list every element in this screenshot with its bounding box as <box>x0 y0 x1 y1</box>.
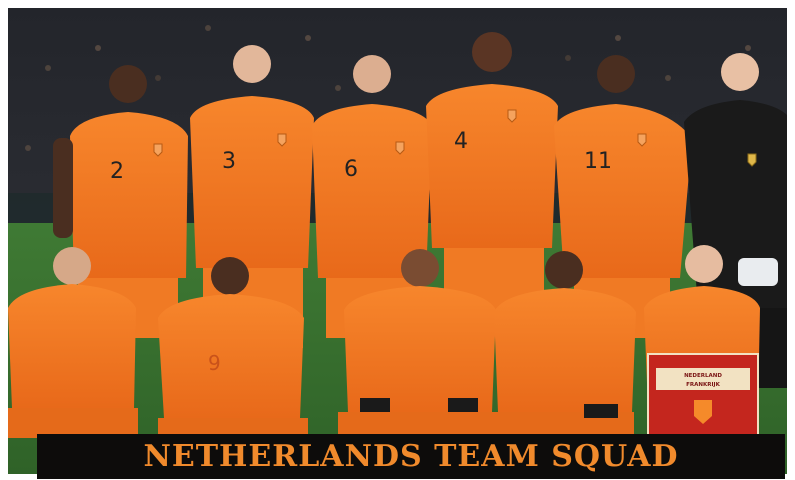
caption-text: NETHERLANDS TEAM SQUAD <box>143 439 679 474</box>
match-pennant <box>648 354 758 442</box>
shirt-number-11: 11 <box>584 149 612 174</box>
shirt-number-3: 3 <box>222 149 236 174</box>
team-photo <box>8 8 787 474</box>
shirt-number-9: 9 <box>208 351 221 375</box>
pennant-line-2: FRANKRIJK <box>686 382 720 388</box>
shirt-number-6: 6 <box>344 157 358 182</box>
shirt-number-4: 4 <box>454 129 468 154</box>
shirt-number-2: 2 <box>110 159 124 184</box>
pennant-line-1: NEDERLAND <box>684 373 722 379</box>
caption-banner <box>37 434 785 479</box>
team-photo-illustration <box>8 8 787 474</box>
